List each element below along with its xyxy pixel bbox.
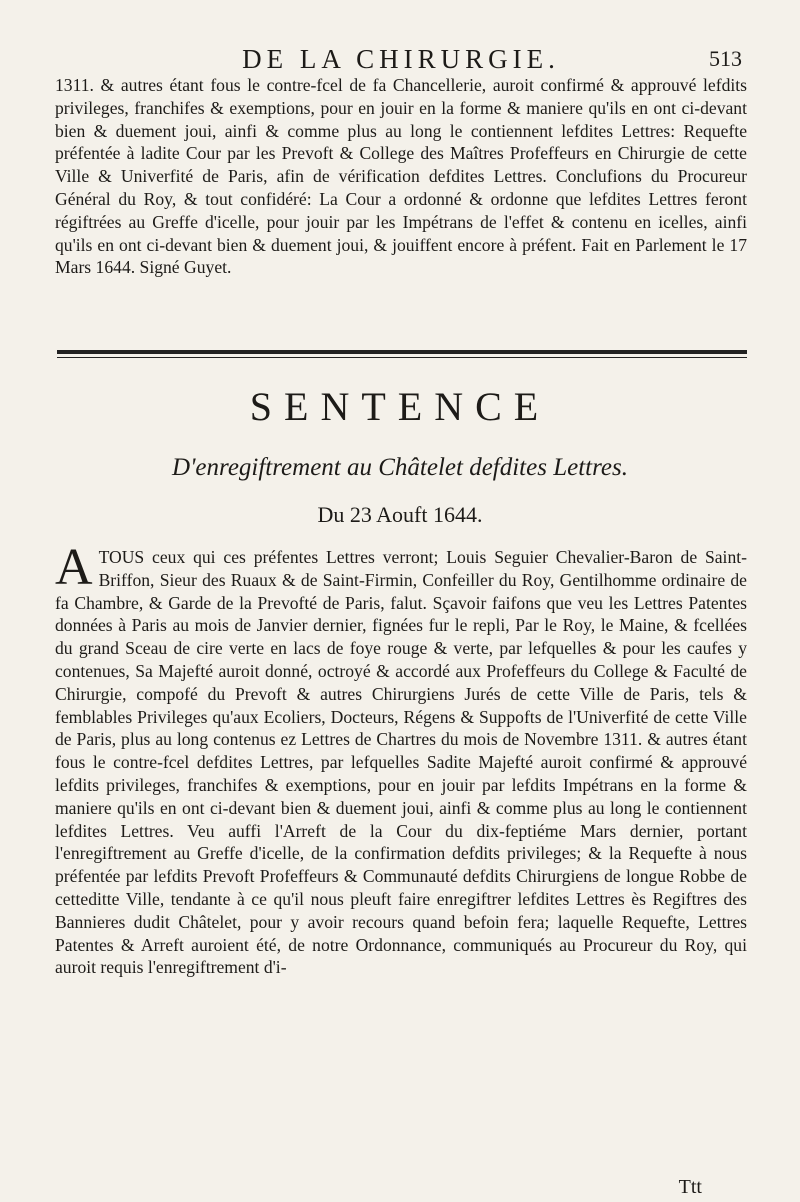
running-title: DE LA CHIRURGIE. <box>242 44 560 74</box>
section-subtitle: D'enregiftrement au Châtelet defdites Lettres. <box>172 454 628 481</box>
section-date: Du 23 Aouft 1644. <box>317 502 483 527</box>
section-rule-thick <box>57 350 747 354</box>
drop-cap: A <box>55 539 93 596</box>
opening-paragraph <box>55 74 747 279</box>
page-number: 513 <box>709 46 742 71</box>
section-rule-thin <box>57 357 747 358</box>
main-paragraph <box>55 539 747 979</box>
main-paragraph-text: TOUS ceux qui ces préfentes Lettres verront; Louis Seguier Chevalier-Baron de Saint-Briffon, Sieur des Ruaux & de Saint-Firmin, Confeiller du Roy, Gentilhomme ordinaire de fa Chambre, & Garde de la Prevofté de Paris, falut. Sçavoir faifons que veu les Lettres Patentes données à Paris au mois de Janvier dernier, fignées fur le repli, Par le Roy, le Maine, & fcellées du grand Sceau de cire verte en lacs de foye rouge & verte, par lefquelles & pour les caufes y contenues, Sa Majefté auroit donné, octroyé & accordé aux Profeffeurs du College & Faculté de Chirurgie, compofé du Prevoft & autres Chirurgiens Jurés de cette Ville de Paris, tels & femblables Privileges qu'aux Ecoliers, Docteurs, Régens & Suppofts de l'Univerfité de cette Ville de Paris, plus au long contenus ez Lettres de Chartres du mois de Novembre 1311. & autres étant fous le contre-fcel defdites Lettres, par lefquelles Sadite Majefté auroit confirmé & approuvé lefdits privileges, franchifes & exemptions, pour en jouir par lefdits Impétrans en la forme & maniere qu'ils en ont ci-devant bien & duement joui, ainfi & comme plus au long le contiennent lefdites Lettres. Veu auffi l'Arreft de la Cour du dix-feptiéme Mars dernier, portant l'enregiftrement au Greffe d'icelle, de la confirmation defdits privileges; & la Requefte à nous préfentée par lefdits Prevoft Profeffeurs & Communauté defdits Chirurgiens de longue Robbe de cetteditte Ville, tendante à ce qu'il nous pleuft faire enregiftrer lefdites Lettres ès Regiftres des Bannieres dudit Châtelet, pour y avoir recours quand befoin fera; laquelle Requefte, Lettres Patentes & Arreft auroient été, de notre Ordonnance, communiqués au Procureur du Roy, qui auroit requis l'enregiftrement d'i- <box>55 547 747 978</box>
section-heading: SENTENCE <box>249 384 551 429</box>
page-header <box>60 44 742 74</box>
signature-mark: Ttt <box>678 1176 702 1198</box>
opening-paragraph-text: 1311. & autres étant fous le contre-fcel de fa Chancellerie, auroit confirmé & approuvé lefdits privileges, franchifes & exemptions, pour en jouir en la forme & maniere qu'ils en ont ci-devant bien & duement joui, ainfi & comme plus au long le contiennent lefdites Lettres: Requefte préfentée à ladite Cour par les Prevoft & College des Maîtres Profeffeurs en Chirurgie de cette Ville & Univerfité de Paris, afin de vérification defdites Lettres. Conclufions du Procureur Général du Roy, & tout confidéré: La Cour a ordonné & ordonne que lefdites Lettres feront régiftrées au Greffe d'icelle, pour jouir par les Impétrans de l'effet & contenu en icelles, ainfi qu'ils en ont ci-devant bien & duement joui, & jouiffent encore à préfent. Fait en Parlement le 17 Mars 1644. Signé Guyet. <box>55 75 747 278</box>
